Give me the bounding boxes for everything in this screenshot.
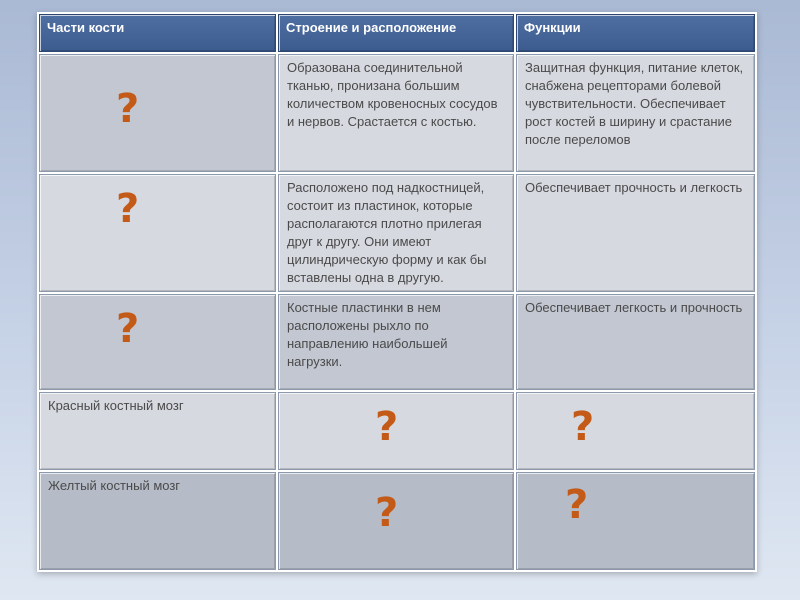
row5-part-cell: Желтый костный мозг [39, 472, 276, 570]
row1-part-question: ? [116, 86, 140, 132]
row5-structure-question: ? [375, 490, 399, 536]
row4-function-cell [516, 392, 755, 470]
row4-part-cell: Красный костный мозг [39, 392, 276, 470]
row3-part-cell [39, 294, 276, 390]
row2-function-cell: Обеспечивает прочность и легкость [516, 174, 755, 292]
row3-part-question: ? [116, 306, 140, 352]
row3-structure-cell: Костные пластинки в нем расположены рыхло по направлению наибольшей нагрузки. [278, 294, 514, 390]
row5-structure-cell [278, 472, 514, 570]
row5-function-question: ? [565, 482, 589, 528]
row4-structure-cell [278, 392, 514, 470]
row4-structure-question: ? [375, 404, 399, 450]
row4-function-question: ? [571, 404, 595, 450]
row1-part-cell [39, 54, 276, 172]
row1-structure-cell: Образована соединительной тканью, пронизана большим количеством кровеносных сосудов и нервов. Срастается с костью. [278, 54, 514, 172]
row3-function-cell: Обеспечивает легкость и прочность [516, 294, 755, 390]
row2-structure-cell: Расположено под надкостницей, состоит из пластинок, которые располагаются плотно прилегая друг к другу. Они имеют цилиндрическую форму и как бы вставлены одна в другую. [278, 174, 514, 292]
header-parts: Части кости [39, 14, 276, 52]
bone-parts-table [37, 12, 757, 572]
header-structure: Строение и расположение [278, 14, 514, 52]
row1-function-cell: Защитная функция, питание клеток, снабжена рецепторами болевой чувствительности. Обеспечивает рост костей в ширину и срастание после переломов [516, 54, 755, 172]
row2-part-question: ? [116, 186, 140, 232]
row2-part-cell [39, 174, 276, 292]
header-functions: Функции [516, 14, 755, 52]
row5-function-cell [516, 472, 755, 570]
